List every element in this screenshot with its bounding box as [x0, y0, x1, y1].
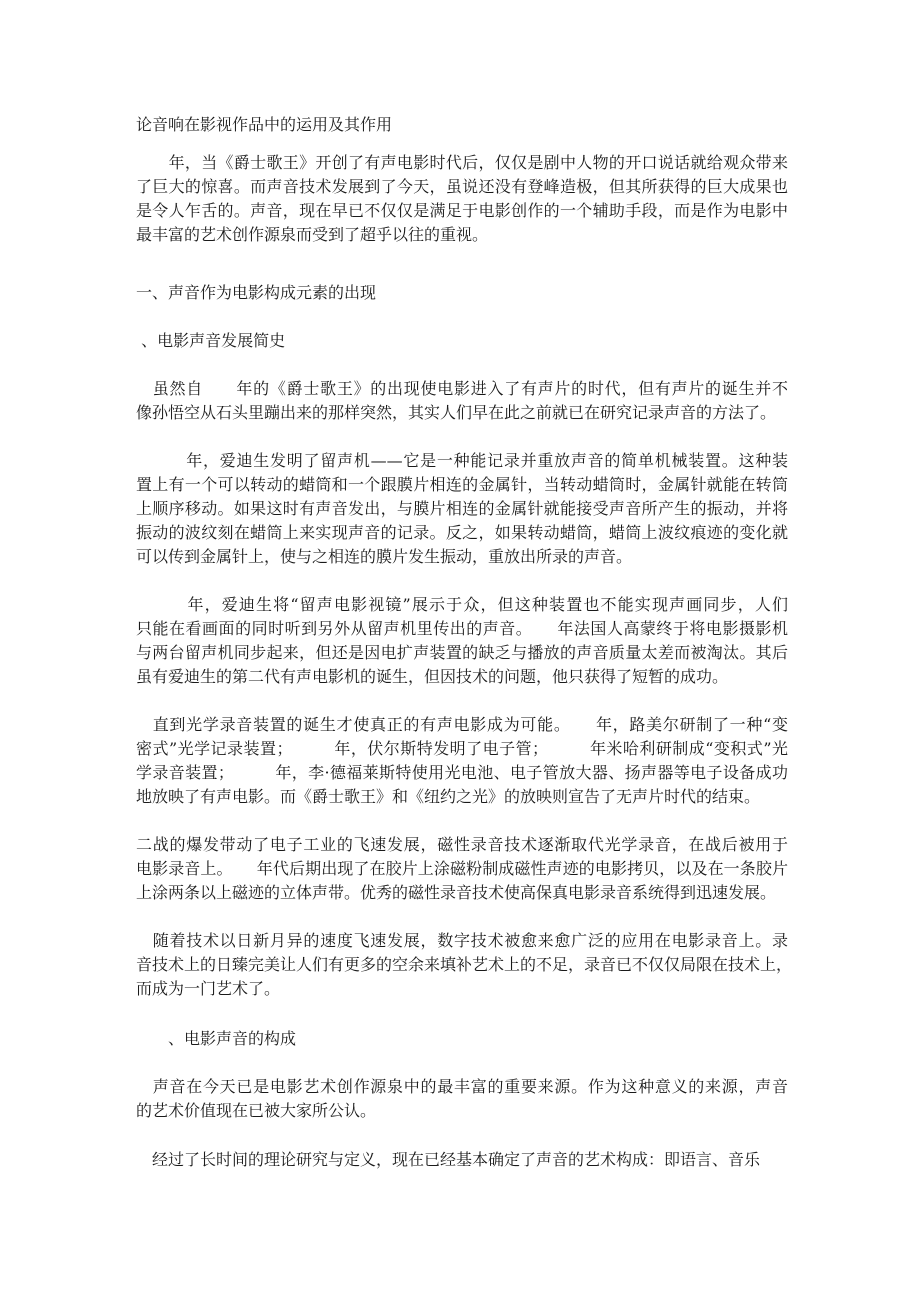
text-line: 地放映了有声电影。而《爵士歌王》和《纽约之光》的放映则宣告了无声片时代的结束。 — [136, 787, 761, 806]
text-line: 的艺术价值现在已被大家所公认。 — [136, 1101, 377, 1120]
paragraph — [136, 713, 788, 809]
text-line: 虽有爱迪生的第二代有声电影机的诞生，但因技术的问题，他只获得了短暂的成功。 — [136, 667, 729, 686]
text-line: 直到光学录音装置的诞生才使真正的有声电影成为可能。 年，路美尔研制了一种“变 — [136, 715, 788, 734]
text-line: 论音响在影视作品中的运用及其作用 — [136, 115, 393, 134]
text-line: 而成为一门艺术了。 — [136, 979, 281, 998]
text-line: 最丰富的艺术创作源泉而受到了超乎以往的重视。 — [136, 225, 489, 244]
paragraph — [136, 1075, 788, 1123]
paragraph — [136, 1148, 788, 1172]
text-line: 振动的波纹刻在蜡筒上来实现声音的记录。反之，如果转动蜡筒，蜡筒上波纹痕迹的变化就 — [136, 523, 788, 542]
text-line: 声音在今天已是电影艺术创作源泉中的最丰富的重要来源。作为这种意义的来源，声音 — [136, 1077, 788, 1096]
text-line: 置上有一个可以转动的蜡筒和一个跟膜片相连的金属针，当转动蜡筒时，金属针就能在转筒 — [136, 475, 788, 494]
section-heading — [136, 1027, 788, 1051]
paragraph — [136, 833, 788, 905]
text-line: 二战的爆发带动了电子工业的飞速发展，磁性录音技术逐渐取代光学录音，在战后被用于 — [136, 835, 788, 854]
text-line: 上涂两条以上磁迹的立体声带。优秀的磁性录音技术使高保真电影录音系统得到迅速发展。 — [136, 883, 777, 902]
text-line: 与两台留声机同步起来，但还是因电扩声装置的缺乏与播放的声音质量太差而被淘汰。其后 — [136, 643, 788, 662]
text-line: 可以传到金属针上，使与之相连的膜片发生振动，重放出所录的声音。 — [136, 547, 633, 566]
text-line: 电影录音上。 年代后期出现了在胶片上涂磁粉制成磁性声迹的电影拷贝，以及在一条胶片 — [136, 859, 788, 878]
section-heading — [136, 281, 788, 305]
text-line: 学录音装置； 年，李·德福莱斯特使用光电池、电子管放大器、扬声器等电子设备成功 — [136, 763, 788, 782]
section-heading — [136, 329, 788, 353]
text-line: 虽然自 年的《爵士歌王》的出现使电影进入了有声片的时代，但有声片的诞生并不 — [136, 379, 788, 398]
paragraph — [136, 377, 788, 425]
text-line: 年，爱迪生发明了留声机——它是一种能记录并重放声音的简单机械装置。这种装 — [136, 451, 788, 470]
text-line: 是令人乍舌的。声音，现在早已不仅仅是满足于电影创作的一个辅助手段，而是作为电影中 — [136, 201, 788, 220]
text-line: 、电影声音的构成 — [136, 1029, 297, 1048]
paragraph — [136, 449, 788, 569]
text-line: 随着技术以日新月异的速度飞速发展，数字技术被愈来愈广泛的应用在电影录音上。录 — [136, 931, 788, 950]
paragraph — [136, 151, 788, 247]
text-line: 像孙悟空从石头里蹦出来的那样突然，其实人们早在此之前就已在研究记录声音的方法了。 — [136, 403, 777, 422]
document-page — [136, 0, 793, 1172]
paragraph — [136, 593, 788, 689]
text-line: 、电影声音发展简史 — [136, 331, 286, 350]
text-line: 密式”光学记录装置； 年，伏尔斯特发明了电子管； 年米哈利研制成“变积式”光 — [136, 739, 788, 758]
text-line: 音技术上的日臻完美让人们有更多的空余来填补艺术上的不足，录音已不仅仅局限在技术上， — [136, 955, 793, 974]
document-title — [136, 113, 788, 137]
text-line: 上顺序移动。如果这时有声音发出，与膜片相连的金属针就能接受声音所产生的振动，并将 — [136, 499, 788, 518]
text-line: 一、声音作为电影构成元素的出现 — [136, 283, 377, 302]
paragraph — [136, 929, 793, 1001]
text-line: 经过了长时间的理论研究与定义，现在已经基本确定了声音的艺术构成：即语言、音乐 — [136, 1150, 761, 1169]
text-line: 年，爱迪生将“留声电影视镜”展示于众，但这种装置也不能实现声画同步，人们 — [136, 595, 788, 614]
text-line: 了巨大的惊喜。而声音技术发展到了今天，虽说还没有登峰造极，但其所获得的巨大成果也 — [136, 177, 788, 196]
text-line: 年，当《爵士歌王》开创了有声电影时代后，仅仅是剧中人物的开口说话就给观众带来 — [136, 153, 788, 172]
text-line: 只能在看画面的同时听到另外从留声机里传出的声音。 年法国人高蒙终于将电影摄影机 — [136, 619, 788, 638]
